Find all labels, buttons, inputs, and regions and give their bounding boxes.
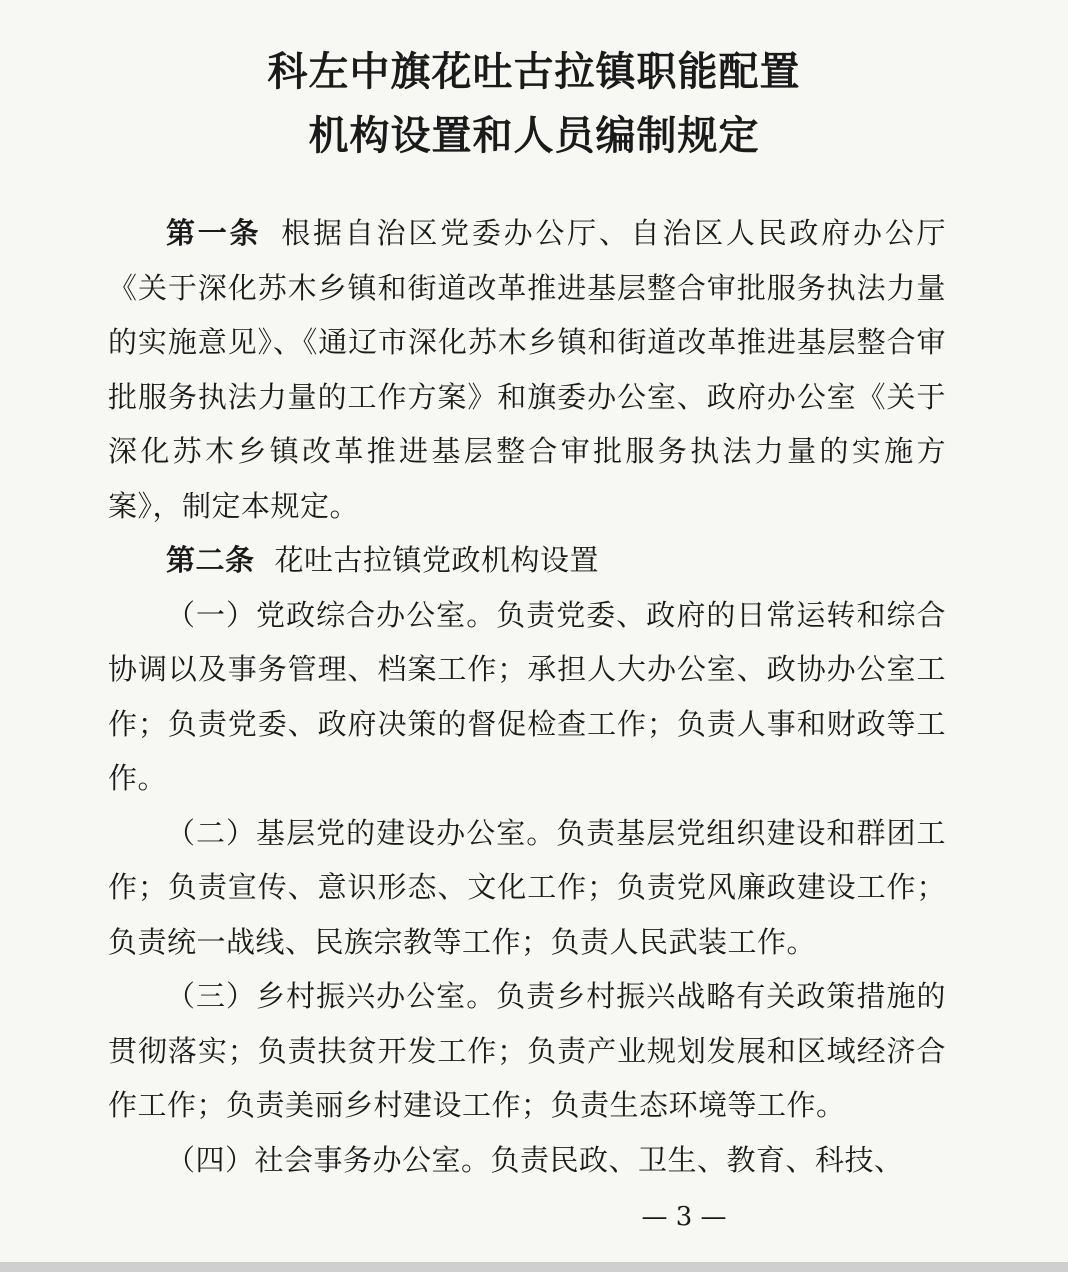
document-body (108, 206, 946, 1187)
article-2 (108, 533, 946, 588)
article-2-item-3: （三）乡村振兴办公室。负责乡村振兴战略有关政策措施的贯彻落实；负责扶贫开发工作；负责产业规划发展和区域经济合作工作；负责美丽乡村建设工作；负责生态环境等工作。 (108, 979, 946, 1122)
article-2-label: 第二条 (166, 543, 255, 577)
article-2-item-2: （二）基层党的建设办公室。负责基层党组织建设和群团工作；负责宣传、意识形态、文化工作；负责党风廉政建设工作；负责统一战线、民族宗教等工作；负责人民武装工作。 (108, 815, 946, 959)
article-1-text: 根据自治区党委办公厅、自治区人民政府办公厅《关于深化苏木乡镇和街道改革推进基层整合审批服务执法力量的实施意见》、《通辽市深化苏木乡镇和街道改革推进基层整合审批服务执法力量的工作方案》和旗委办公室、政府办公室《关于深化苏木乡镇改革推进基层整合审批服务执法力量的实施方案》，制定本规定。 (108, 216, 946, 523)
document-title-line-2: 机构设置和人员编制规定 (308, 112, 760, 159)
page-bottom-edge (0, 1262, 1068, 1272)
article-2-item-4: （四）社会事务办公室。负责民政、卫生、教育、科技、 (166, 1142, 904, 1177)
article-2-text: 花吐古拉镇党政机构设置 (274, 543, 600, 577)
page-number: — 3 — (641, 1202, 727, 1232)
document-title-line-1: 科左中旗花吐古拉镇职能配置 (267, 48, 801, 95)
article-2-item-1: （一）党政综合办公室。负责党委、政府的日常运转和综合协调以及事务管理、档案工作；承担人大办公室、政协办公室工作；负责党委、政府决策的督促检查工作；负责人事和财政等工作。 (108, 597, 946, 795)
article-1 (108, 206, 946, 533)
article-1-label: 第一条 (166, 216, 262, 250)
